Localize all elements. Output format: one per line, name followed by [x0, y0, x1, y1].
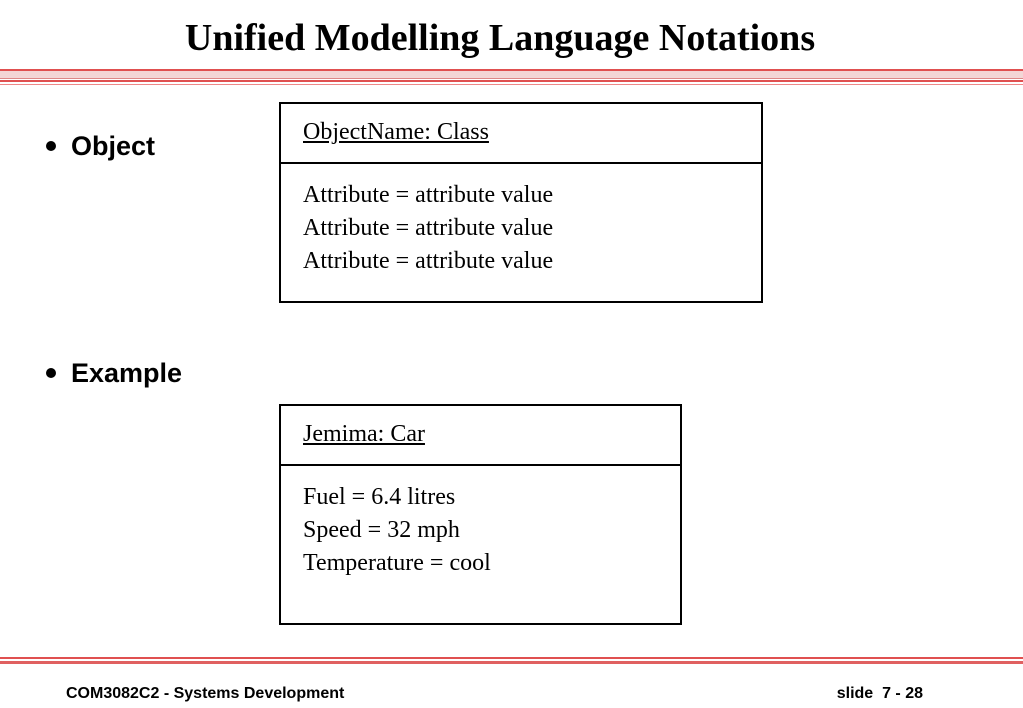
uml-object-name: Jemima: Car [303, 421, 425, 447]
uml-example-object-box [279, 404, 682, 625]
uml-object-name: ObjectName: Class [303, 119, 489, 145]
bullet-example [46, 357, 182, 389]
uml-attribute-list [303, 481, 491, 580]
bullet-dot-icon [46, 141, 56, 151]
uml-object-header [281, 406, 680, 466]
uml-attribute: Temperature = cool [303, 550, 491, 576]
bullet-label: Object [71, 131, 156, 161]
uml-attribute: Attribute = attribute value [303, 215, 554, 241]
title-divider-line [0, 84, 1023, 85]
footer-slide-number: slide 7 - 28 [836, 685, 923, 702]
title-divider-line [0, 80, 1023, 82]
bullet-dot-icon [46, 368, 56, 378]
uml-attribute: Attribute = attribute value [303, 248, 554, 274]
footer-divider-line [0, 657, 1023, 659]
footer-divider-line [0, 661, 1023, 664]
uml-object-header [281, 104, 761, 164]
title-divider-band [0, 71, 1023, 79]
bullet-object [46, 130, 155, 162]
slide-title: Unified Modelling Language Notations [184, 17, 816, 59]
uml-attribute-list [303, 179, 553, 278]
uml-attribute: Attribute = attribute value [303, 182, 554, 208]
uml-attribute: Fuel = 6.4 litres [303, 484, 456, 510]
footer-course-name: COM3082C2 - Systems Development [66, 685, 345, 702]
uml-attribute: Speed = 32 mph [303, 517, 460, 543]
uml-object-notation-box [279, 102, 763, 303]
bullet-label: Example [71, 358, 183, 388]
